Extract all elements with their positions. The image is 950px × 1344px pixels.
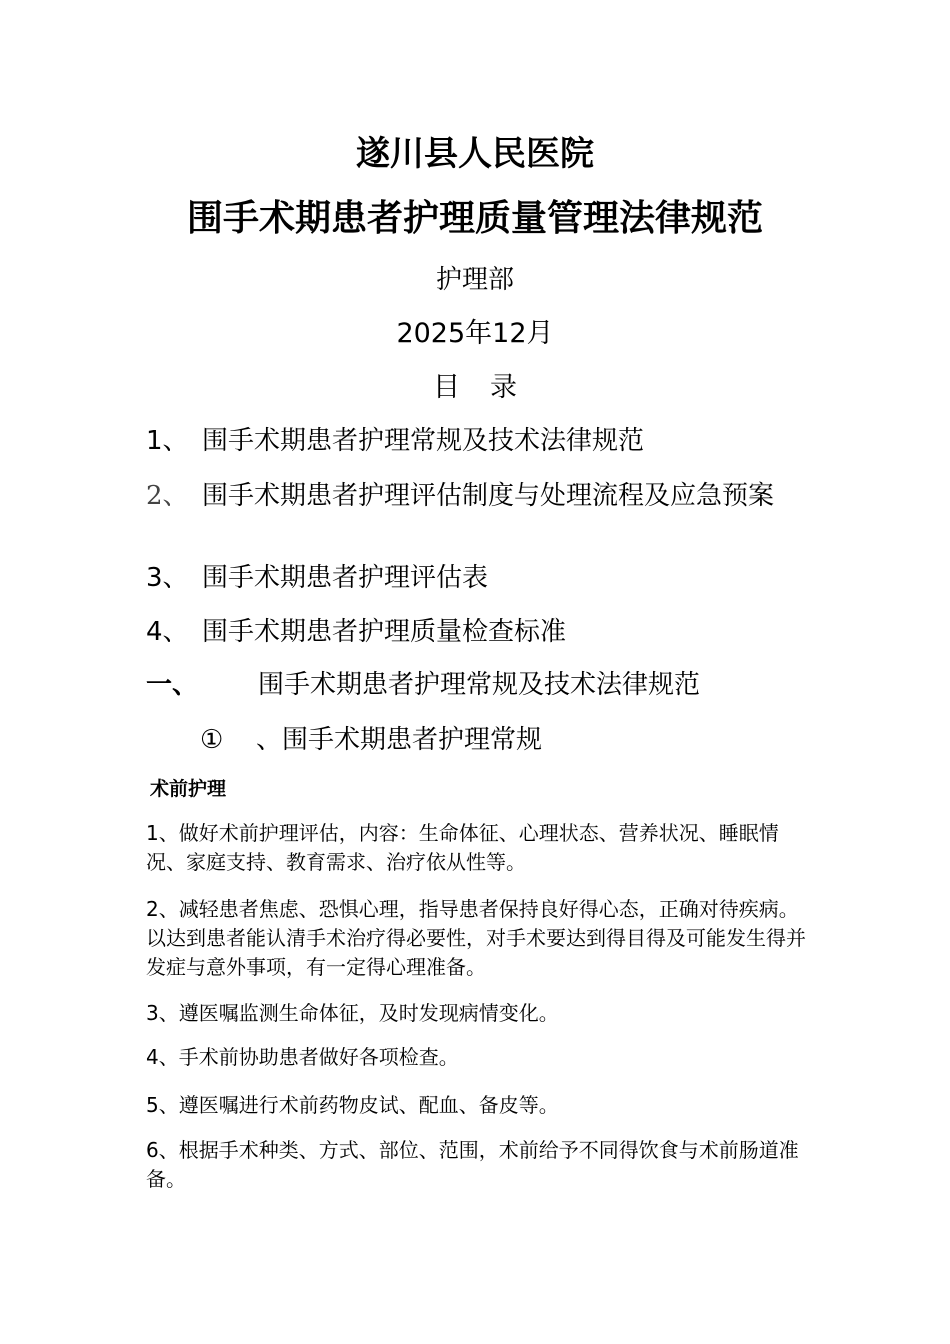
toc-item-text: 围手术期患者护理评估表 <box>202 563 489 593</box>
paragraph: 6、根据手术种类、方式、部位、范围，术前给予不同得饮食与术前肠道准备。 <box>146 1138 799 1191</box>
section-title: 围手术期患者护理常规及技术法律规范 <box>258 670 701 700</box>
toc-item-text: 围手术期患者护理质量检查标准 <box>202 617 567 647</box>
toc-item <box>146 562 826 594</box>
toc-item-number: 1、 <box>146 426 189 456</box>
toc-title-char-1: 目 <box>433 372 460 403</box>
department: 护理部 <box>435 265 514 295</box>
toc-item-text: 围手术期患者护理评估制度与处理流程及应急预案 <box>202 481 775 511</box>
subsection-title: 、围手术期患者护理常规 <box>256 725 543 755</box>
paragraph: 3、遵医嘱监测生命体征，及时发现病情变化。 <box>146 1001 559 1025</box>
toc-title-char-2: 录 <box>490 372 517 403</box>
subsection-number: ① <box>200 725 224 755</box>
toc-item-number: 2、 <box>146 481 189 511</box>
paragraph: 1、做好术前护理评估，内容：生命体征、心理状态、营养状况、睡眠情况、家庭支持、教育需求、治疗依从性等。 <box>146 821 779 874</box>
document-date: 2025年12月 <box>396 318 554 349</box>
section-heading <box>146 667 700 703</box>
toc-item <box>146 480 826 512</box>
toc-item <box>146 425 826 457</box>
toc-title <box>0 370 950 406</box>
paragraph: 4、手术前协助患者做好各项检查。 <box>146 1045 459 1069</box>
toc-item-number: 4、 <box>146 617 189 647</box>
paragraph: 2、减轻患者焦虑、恐惧心理，指导患者保持良好得心态，正确对待疾病。以达到患者能认清手术治疗得必要性，对手术要达到得目得及可能发生得并发症与意外事项，有一定得心理准备。 <box>146 897 806 979</box>
subsection-heading <box>200 722 542 758</box>
hospital-name: 遂川县人民医院 <box>356 134 594 174</box>
paragraph: 5、遵医嘱进行术前药物皮试、配血、备皮等。 <box>146 1093 559 1117</box>
toc-item-text: 围手术期患者护理常规及技术法律规范 <box>202 426 645 456</box>
document-title: 围手术期患者护理质量管理法律规范 <box>186 198 763 239</box>
toc-item-number: 3、 <box>146 563 189 593</box>
preop-heading: 术前护理 <box>150 778 227 800</box>
toc-item <box>146 616 826 648</box>
section-number: 一、 <box>146 670 199 700</box>
